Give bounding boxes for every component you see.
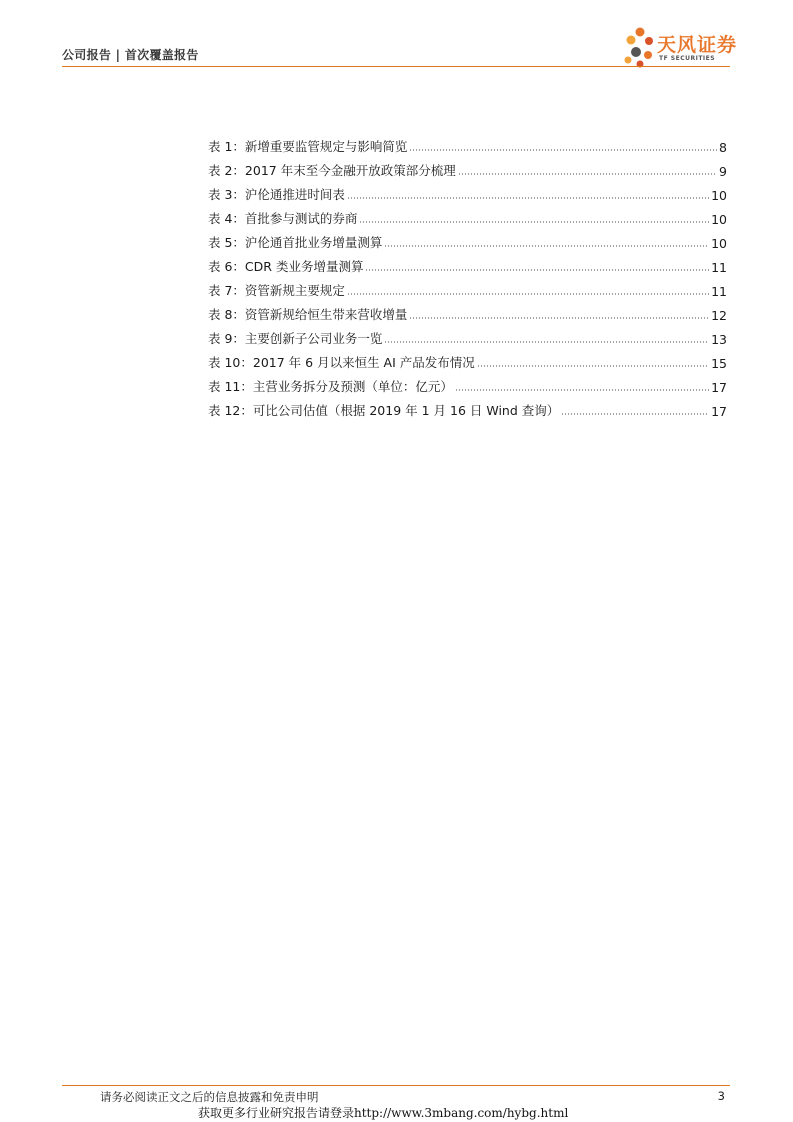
- footer-promo-link[interactable]: 获取更多行业研究报告请登录http://www.3mbang.com/hybg.html: [198, 1106, 569, 1120]
- toc-entry[interactable]: [208, 395, 727, 419]
- toc-entry[interactable]: [208, 347, 727, 371]
- toc-dot-leader: [384, 341, 709, 343]
- toc-entry[interactable]: [208, 323, 727, 347]
- toc-entry-page: 17: [711, 380, 727, 395]
- logo-flower-icon: [622, 26, 656, 68]
- toc-entry-label: 表 5：沪伦通首批业务增量测算: [208, 235, 383, 250]
- toc-entry-page: 17: [711, 404, 727, 419]
- toc-dot-leader: [455, 389, 709, 391]
- toc-entry-page: 13: [711, 332, 727, 347]
- toc-entry-page: 11: [711, 260, 727, 275]
- toc-entry[interactable]: [208, 203, 727, 227]
- toc-entry[interactable]: [208, 227, 727, 251]
- toc-entry[interactable]: [208, 251, 727, 275]
- toc-dot-leader: [561, 413, 709, 415]
- toc-dot-leader: [365, 269, 709, 271]
- toc-entry[interactable]: [208, 155, 727, 179]
- logo-chinese-name: 天风证券: [657, 34, 738, 56]
- report-type-title: 公司报告 | 首次覆盖报告: [62, 48, 199, 62]
- page-number: 3: [717, 1089, 725, 1103]
- logo-english-name: TF SECURITIES: [659, 55, 716, 62]
- toc-entry-label: 表 11：主营业务拆分及预测（单位：亿元）: [208, 379, 453, 394]
- toc-entry-page: 10: [711, 236, 727, 251]
- toc-dot-leader: [347, 293, 709, 295]
- toc-dot-leader: [359, 221, 709, 223]
- toc-entry[interactable]: [208, 131, 727, 155]
- toc-entry-page: 9: [719, 164, 727, 179]
- toc-entry-label: 表 1：新增重要监管规定与影响简览: [208, 139, 408, 154]
- toc-dot-leader: [384, 245, 709, 247]
- toc-entry-page: 10: [711, 212, 727, 227]
- toc-entry-page: 15: [711, 356, 727, 371]
- toc-dot-leader: [409, 317, 709, 319]
- toc-dot-leader: [409, 149, 717, 151]
- toc-entry-label: 表 8：资管新规给恒生带来营收增量: [208, 307, 408, 322]
- toc-dot-leader: [458, 173, 717, 175]
- toc-entry-label: 表 4：首批参与测试的券商: [208, 211, 358, 226]
- toc-entry-page: 10: [711, 188, 727, 203]
- footer-divider: [62, 1085, 730, 1086]
- toc-entry-label: 表 12：可比公司估值（根据 2019 年 1 月 16 日 Wind 查询）: [208, 403, 560, 418]
- table-of-tables: [208, 131, 727, 419]
- toc-entry-page: 12: [711, 308, 727, 323]
- toc-entry[interactable]: [208, 275, 727, 299]
- toc-entry[interactable]: [208, 371, 727, 395]
- header-divider: [62, 66, 730, 67]
- toc-entry-page: 11: [711, 284, 727, 299]
- toc-entry-label: 表 6：CDR 类业务增量测算: [208, 259, 364, 274]
- toc-dot-leader: [477, 365, 709, 367]
- toc-entry[interactable]: [208, 179, 727, 203]
- toc-dot-leader: [347, 197, 709, 199]
- toc-entry-label: 表 10：2017 年 6 月以来恒生 AI 产品发布情况: [208, 355, 475, 370]
- toc-entry-label: 表 3：沪伦通推进时间表: [208, 187, 345, 202]
- toc-entry[interactable]: [208, 299, 727, 323]
- toc-entry-label: 表 2：2017 年末至今金融开放政策部分梳理: [208, 163, 456, 178]
- toc-entry-label: 表 9：主要创新子公司业务一览: [208, 331, 383, 346]
- tf-securities-logo: [622, 26, 738, 68]
- footer-disclaimer: 请务必阅读正文之后的信息披露和免责申明: [100, 1090, 319, 1104]
- toc-entry-label: 表 7：资管新规主要规定: [208, 283, 345, 298]
- toc-entry-page: 8: [719, 140, 727, 155]
